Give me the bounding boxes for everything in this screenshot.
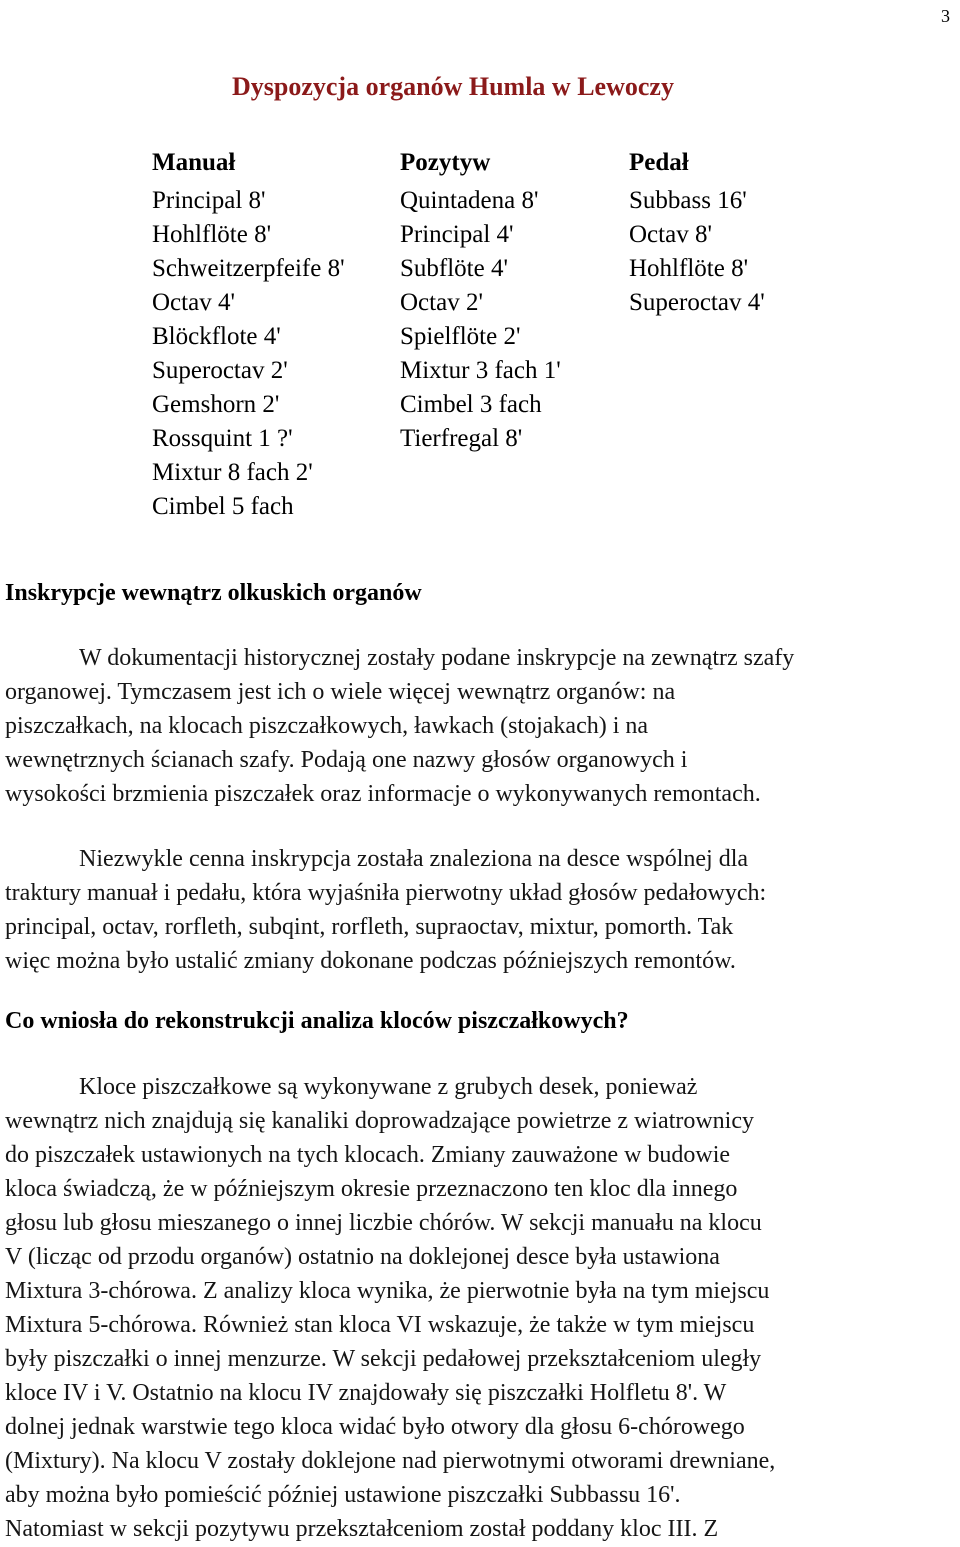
stop-item: Blöckflote 4' — [152, 323, 281, 350]
stop-list-pedal — [629, 184, 765, 320]
stop-item: Tierfregal 8' — [400, 425, 523, 452]
text-line: wewnętrznych ścianach szafy. Podają one nazwy głosów organowych i — [5, 747, 688, 773]
stop-item: Mixtur 8 fach 2' — [152, 459, 313, 486]
stop-item: Spielflöte 2' — [400, 323, 521, 350]
text-line: były piszczałki o innej menzurze. W sekcji pedałowej przekształceniom uległy — [5, 1346, 762, 1372]
section-heading-inscriptions: Inskrypcje wewnątrz olkuskich organów — [5, 580, 422, 606]
stop-item: Subflöte 4' — [400, 255, 508, 282]
stop-item: Hohlflöte 8' — [629, 255, 749, 282]
stop-item: Subbass 16' — [629, 187, 747, 214]
text-line: wewnątrz nich znajdują się kanaliki doprowadzające powietrze z wiatrownicy — [5, 1108, 755, 1134]
paragraph-inscriptions-2 — [5, 842, 960, 978]
section-heading-reconstruction: Co wniosła do rekonstrukcji analiza kloców piszczałkowych? — [5, 1008, 629, 1034]
text-line: organowej. Tymczasem jest ich o wiele więcej wewnątrz organów: na — [5, 679, 676, 705]
column-pozytyw — [400, 146, 561, 456]
page-number: 3 — [941, 6, 950, 26]
paragraph-reconstruction — [5, 1070, 960, 1546]
text-line: traktury manuał i pedału, która wyjaśniła pierwotny układ głosów pedałowych: — [5, 880, 767, 906]
text-line: principal, octav, rorfleth, subqint, rorfleth, supraoctav, mixtur, pomorth. Tak — [5, 914, 734, 940]
text-line: kloca świadczą, że w późniejszym okresie przeznaczono ten kloc dla innego — [5, 1176, 738, 1202]
text-line: piszczałkach, na klocach piszczałkowych, ławkach (stojakach) i na — [5, 713, 649, 739]
text-line: Mixtura 5-chórowa. Również stan kloca VI wskazuje, że także w tym miejscu — [5, 1312, 755, 1338]
stop-item: Gemshorn 2' — [152, 391, 280, 418]
paragraph-inscriptions-1 — [5, 641, 960, 811]
text-line: W dokumentacji historycznej zostały podane inskrypcje na zewnątrz szafy — [79, 645, 795, 671]
stop-item: Octav 2' — [400, 289, 483, 316]
stop-item: Octav 8' — [629, 221, 712, 248]
text-line: aby można było pomieścić później ustawione piszczałki Subbassu 16'. — [5, 1482, 681, 1508]
stop-item: Cimbel 5 fach — [152, 493, 294, 520]
text-line: kloce IV i V. Ostatnio na klocu IV znajdowały się piszczałki Holfletu 8'. W — [5, 1380, 727, 1406]
stop-item: Octav 4' — [152, 289, 235, 316]
stop-list-pozytyw — [400, 184, 561, 456]
text-line: Mixtura 3-chórowa. Z analizy kloca wynika, że pierwotnie była na tym miejscu — [5, 1278, 770, 1304]
stop-item: Quintadena 8' — [400, 187, 539, 214]
stop-list-manual — [152, 184, 345, 524]
column-heading-pozytyw: Pozytyw — [400, 149, 491, 176]
stop-item: Superoctav 4' — [629, 289, 765, 316]
stop-item: Cimbel 3 fach — [400, 391, 542, 418]
column-pedal — [629, 146, 765, 320]
stop-item: Schweitzerpfeife 8' — [152, 255, 345, 282]
text-line: Natomiast w sekcji pozytywu przekształceniom został poddany kloc III. Z — [5, 1516, 719, 1542]
text-line: Kloce piszczałkowe są wykonywane z grubych desek, ponieważ — [79, 1074, 698, 1100]
text-line: Niezwykle cenna inskrypcja została znaleziona na desce wspólnej dla — [79, 846, 749, 872]
text-line: V (licząc od przodu organów) ostatnio na doklejonej desce była ustawiona — [5, 1244, 720, 1270]
text-line: więc można było ustalić zmiany dokonane podczas późniejszych remontów. — [5, 948, 736, 974]
column-manual — [152, 146, 345, 524]
stop-item: Mixtur 3 fach 1' — [400, 357, 561, 384]
stop-item: Principal 4' — [400, 221, 514, 248]
column-heading-manual: Manuał — [152, 149, 236, 176]
stop-item: Hohlflöte 8' — [152, 221, 272, 248]
stop-item: Principal 8' — [152, 187, 266, 214]
stop-item: Superoctav 2' — [152, 357, 288, 384]
text-line: głosu lub głosu mieszanego o innej liczbie chórów. W sekcji manuału na klocu — [5, 1210, 762, 1236]
stop-item: Rossquint 1 ?' — [152, 425, 293, 452]
text-line: do piszczałek ustawionych na tych klocach. Zmiany zauważone w budowie — [5, 1142, 731, 1168]
column-heading-pedal: Pedał — [629, 149, 689, 176]
text-line: (Mixtury). Na klocu V zostały doklejone nad pierwotnymi otworami drewniane, — [5, 1448, 776, 1474]
text-line: dolnej jednak warstwie tego kloca widać było otwory dla głosu 6-chórowego — [5, 1414, 745, 1440]
text-line: wysokości brzmienia piszczałek oraz informacje o wykonywanych remontach. — [5, 781, 761, 807]
document-title: Dyspozycja organów Humla w Lewoczy — [232, 72, 674, 101]
